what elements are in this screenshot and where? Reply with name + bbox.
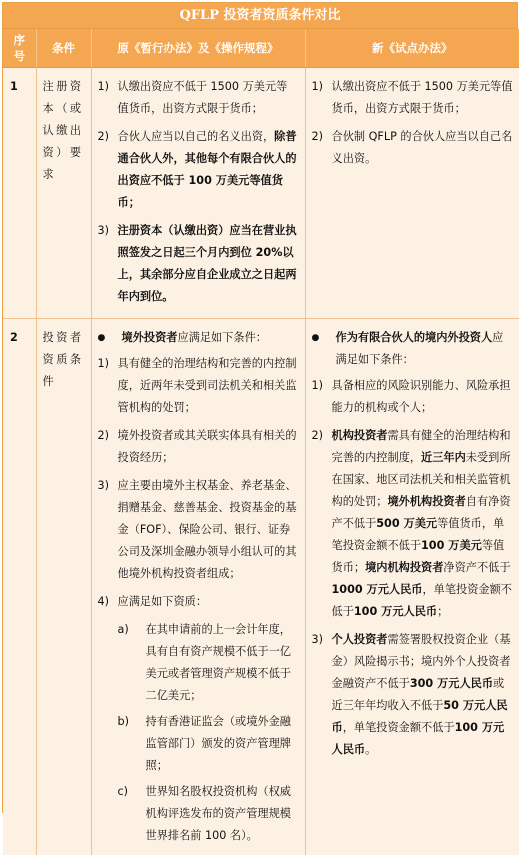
header-old-rules: 原《暂行办法》及《操作规程》 bbox=[91, 29, 305, 67]
list-item bbox=[312, 76, 514, 120]
item-text-bold: 个人投资者 bbox=[331, 632, 388, 646]
list-item bbox=[98, 126, 299, 214]
item-text-normal: 自有净资产不低于 bbox=[331, 494, 511, 530]
table-row bbox=[3, 318, 519, 855]
item-text-bold: 注册资本（认缴出资）应当在营业执照签发之日起三个月内到位 20%以上，其余部分应自企业成立之日起两年内到位。 bbox=[117, 223, 297, 303]
item-text-bold: 300 万元人民币 bbox=[409, 676, 494, 690]
sub-item-text: 在其申请前的上一会计年度，具有自有资产规模不低于一亿美元或者管理资产规模不低于二亿美元； bbox=[145, 622, 291, 702]
item-text-bold: 境内机构投资者 bbox=[365, 560, 444, 574]
item-text-normal: 合伙人应当以自己的名义出资， bbox=[117, 129, 275, 143]
sub-item-marker: a) bbox=[117, 622, 129, 636]
item-text: 具有健全的治理结构和完善的内控制度，近两年未受到司法机关和相关监管机构的处罚； bbox=[117, 356, 297, 414]
item-text bbox=[332, 629, 514, 761]
sub-item bbox=[98, 781, 299, 847]
sub-item-marker: b) bbox=[117, 714, 129, 728]
item-marker: 3) bbox=[311, 632, 323, 646]
item-text-bold: 50 万元人民币 bbox=[331, 698, 508, 734]
item-text-normal: 等值货币，单笔投资金额不低于 bbox=[331, 516, 505, 552]
item-marker: 1) bbox=[97, 79, 109, 93]
bullet-heading bbox=[312, 327, 514, 371]
item-text-normal: 。 bbox=[365, 742, 377, 756]
item-text: 应满足如下资质： bbox=[117, 594, 208, 608]
bullet-text-bold: 境外投资者 bbox=[121, 330, 178, 344]
item-text-bold: 500 万美元 bbox=[376, 516, 438, 530]
item-marker: 2) bbox=[97, 129, 109, 143]
item-text-normal: 需具有健全的治理结构和完善的内控制度， bbox=[331, 428, 511, 464]
item-marker: 2) bbox=[311, 129, 323, 143]
table-row bbox=[3, 67, 519, 318]
item-text-bold: 100 万美元 bbox=[421, 538, 482, 552]
sub-item-text: 持有香港证监会（或境外金融监管部门）颁发的资产管理牌照； bbox=[145, 714, 291, 772]
list-item bbox=[98, 353, 299, 419]
list-item bbox=[312, 425, 514, 623]
sub-item bbox=[98, 711, 299, 777]
list-item bbox=[98, 220, 299, 308]
bullet-heading bbox=[98, 327, 299, 349]
item-marker: 1) bbox=[311, 79, 323, 93]
item-text-bold: 1000 万元人民币 bbox=[331, 582, 423, 596]
list-item bbox=[312, 629, 514, 761]
row-condition: 注册资本（或认缴出资）要求 bbox=[36, 67, 91, 318]
sub-item bbox=[98, 619, 299, 707]
list-item bbox=[312, 375, 514, 419]
item-text-bold: 除普通合伙人外，其他每个有限合伙人的出资应不低于 100 万美元等值货币； bbox=[117, 129, 297, 209]
item-text: 合伙制 QFLP 的合伙人应当以自己名义出资。 bbox=[331, 129, 513, 165]
item-text: 认缴出资应不低于 1500 万美元等值货币，出资方式限于货币； bbox=[117, 79, 288, 115]
item-text-normal: 净资产不低于 bbox=[443, 560, 511, 574]
bullet-text bbox=[122, 327, 299, 349]
item-marker: 3) bbox=[97, 478, 109, 492]
header-row bbox=[3, 29, 519, 67]
sub-item-marker: c) bbox=[117, 784, 129, 798]
list-item bbox=[98, 76, 299, 120]
item-text: 具备相应的风险识别能力、风险承担能力的机构或个人； bbox=[331, 378, 511, 414]
row-number: 2 bbox=[3, 318, 36, 855]
item-text-normal: ，单笔投资金额不低于 bbox=[331, 582, 512, 618]
item-text-bold: 近三年内 bbox=[421, 450, 466, 464]
item-marker: 3) bbox=[97, 223, 109, 237]
list-item bbox=[312, 126, 514, 170]
item-text bbox=[118, 126, 299, 214]
item-text-bold: 境外机构投资者 bbox=[387, 494, 466, 508]
header-new-rules: 新《试点办法》 bbox=[305, 29, 519, 67]
old-rules-cell bbox=[91, 318, 305, 855]
item-text-bold: 100 万元人民币 bbox=[353, 604, 438, 618]
comparison-sheet bbox=[2, 2, 518, 842]
list-item bbox=[98, 425, 299, 469]
header-condition: 条件 bbox=[36, 29, 91, 67]
new-rules-cell bbox=[305, 318, 519, 855]
item-text-normal: 或近三年年均收入不低于 bbox=[331, 676, 505, 712]
item-marker: 1) bbox=[97, 356, 109, 370]
item-text-bold: 机构投资者 bbox=[331, 428, 388, 442]
table-title: QFLP 投资者资质条件对比 bbox=[3, 3, 517, 29]
new-rules-cell bbox=[305, 67, 519, 318]
item-marker: 2) bbox=[97, 428, 109, 442]
row-condition: 投资者资质条件 bbox=[36, 318, 91, 855]
bullet-dot: ● bbox=[311, 332, 320, 343]
bullet-text-bold: 作为有限合伙人的境内外投资人 bbox=[335, 330, 493, 344]
header-seq: 序 号 bbox=[3, 29, 36, 67]
item-marker: 2) bbox=[311, 428, 323, 442]
item-marker: 4) bbox=[97, 594, 109, 608]
item-text-normal: 需签署股权投资企业（基金）风险揭示书；境内外个人投资者金融资产不低于 bbox=[331, 632, 511, 690]
row-number: 1 bbox=[3, 67, 36, 318]
item-text bbox=[332, 425, 514, 623]
bullet-text bbox=[336, 327, 514, 371]
item-text-normal: 等值货币； bbox=[331, 538, 505, 574]
bullet-dot: ● bbox=[97, 332, 106, 343]
bullet-text-normal: 应满足如下条件： bbox=[177, 330, 267, 344]
comparison-table bbox=[3, 29, 519, 855]
item-text: 认缴出资应不低于 1500 万美元等值货币，出资方式限于货币； bbox=[331, 79, 513, 115]
bullet-text-normal: 应满足如下条件： bbox=[335, 330, 504, 366]
list-item bbox=[98, 591, 299, 613]
item-text-normal: ，单笔投资金额不低于 bbox=[342, 720, 455, 734]
old-rules-cell bbox=[91, 67, 305, 318]
item-text: 境外投资者或其关联实体具有相关的投资经历； bbox=[117, 428, 297, 464]
item-text-normal: ； bbox=[437, 604, 449, 618]
item-text: 应主要由境外主权基金、养老基金、捐赠基金、慈善基金、投资基金的基金（FOF）、保险公司、银行、证券公司及深圳金融办领导小组认可的其他境外机构投资者组成； bbox=[117, 478, 297, 580]
item-text-bold: 100 万元人民币 bbox=[331, 720, 505, 756]
item-text-normal: 未受到所在国家、地区司法机关和相关监管机构的处罚； bbox=[331, 450, 511, 508]
list-item bbox=[98, 475, 299, 585]
item-marker: 1) bbox=[311, 378, 323, 392]
sub-item-text: 世界知名股权投资机构（权威机构评选发布的资产管理规模世界排名前 100 名）。 bbox=[145, 784, 291, 842]
